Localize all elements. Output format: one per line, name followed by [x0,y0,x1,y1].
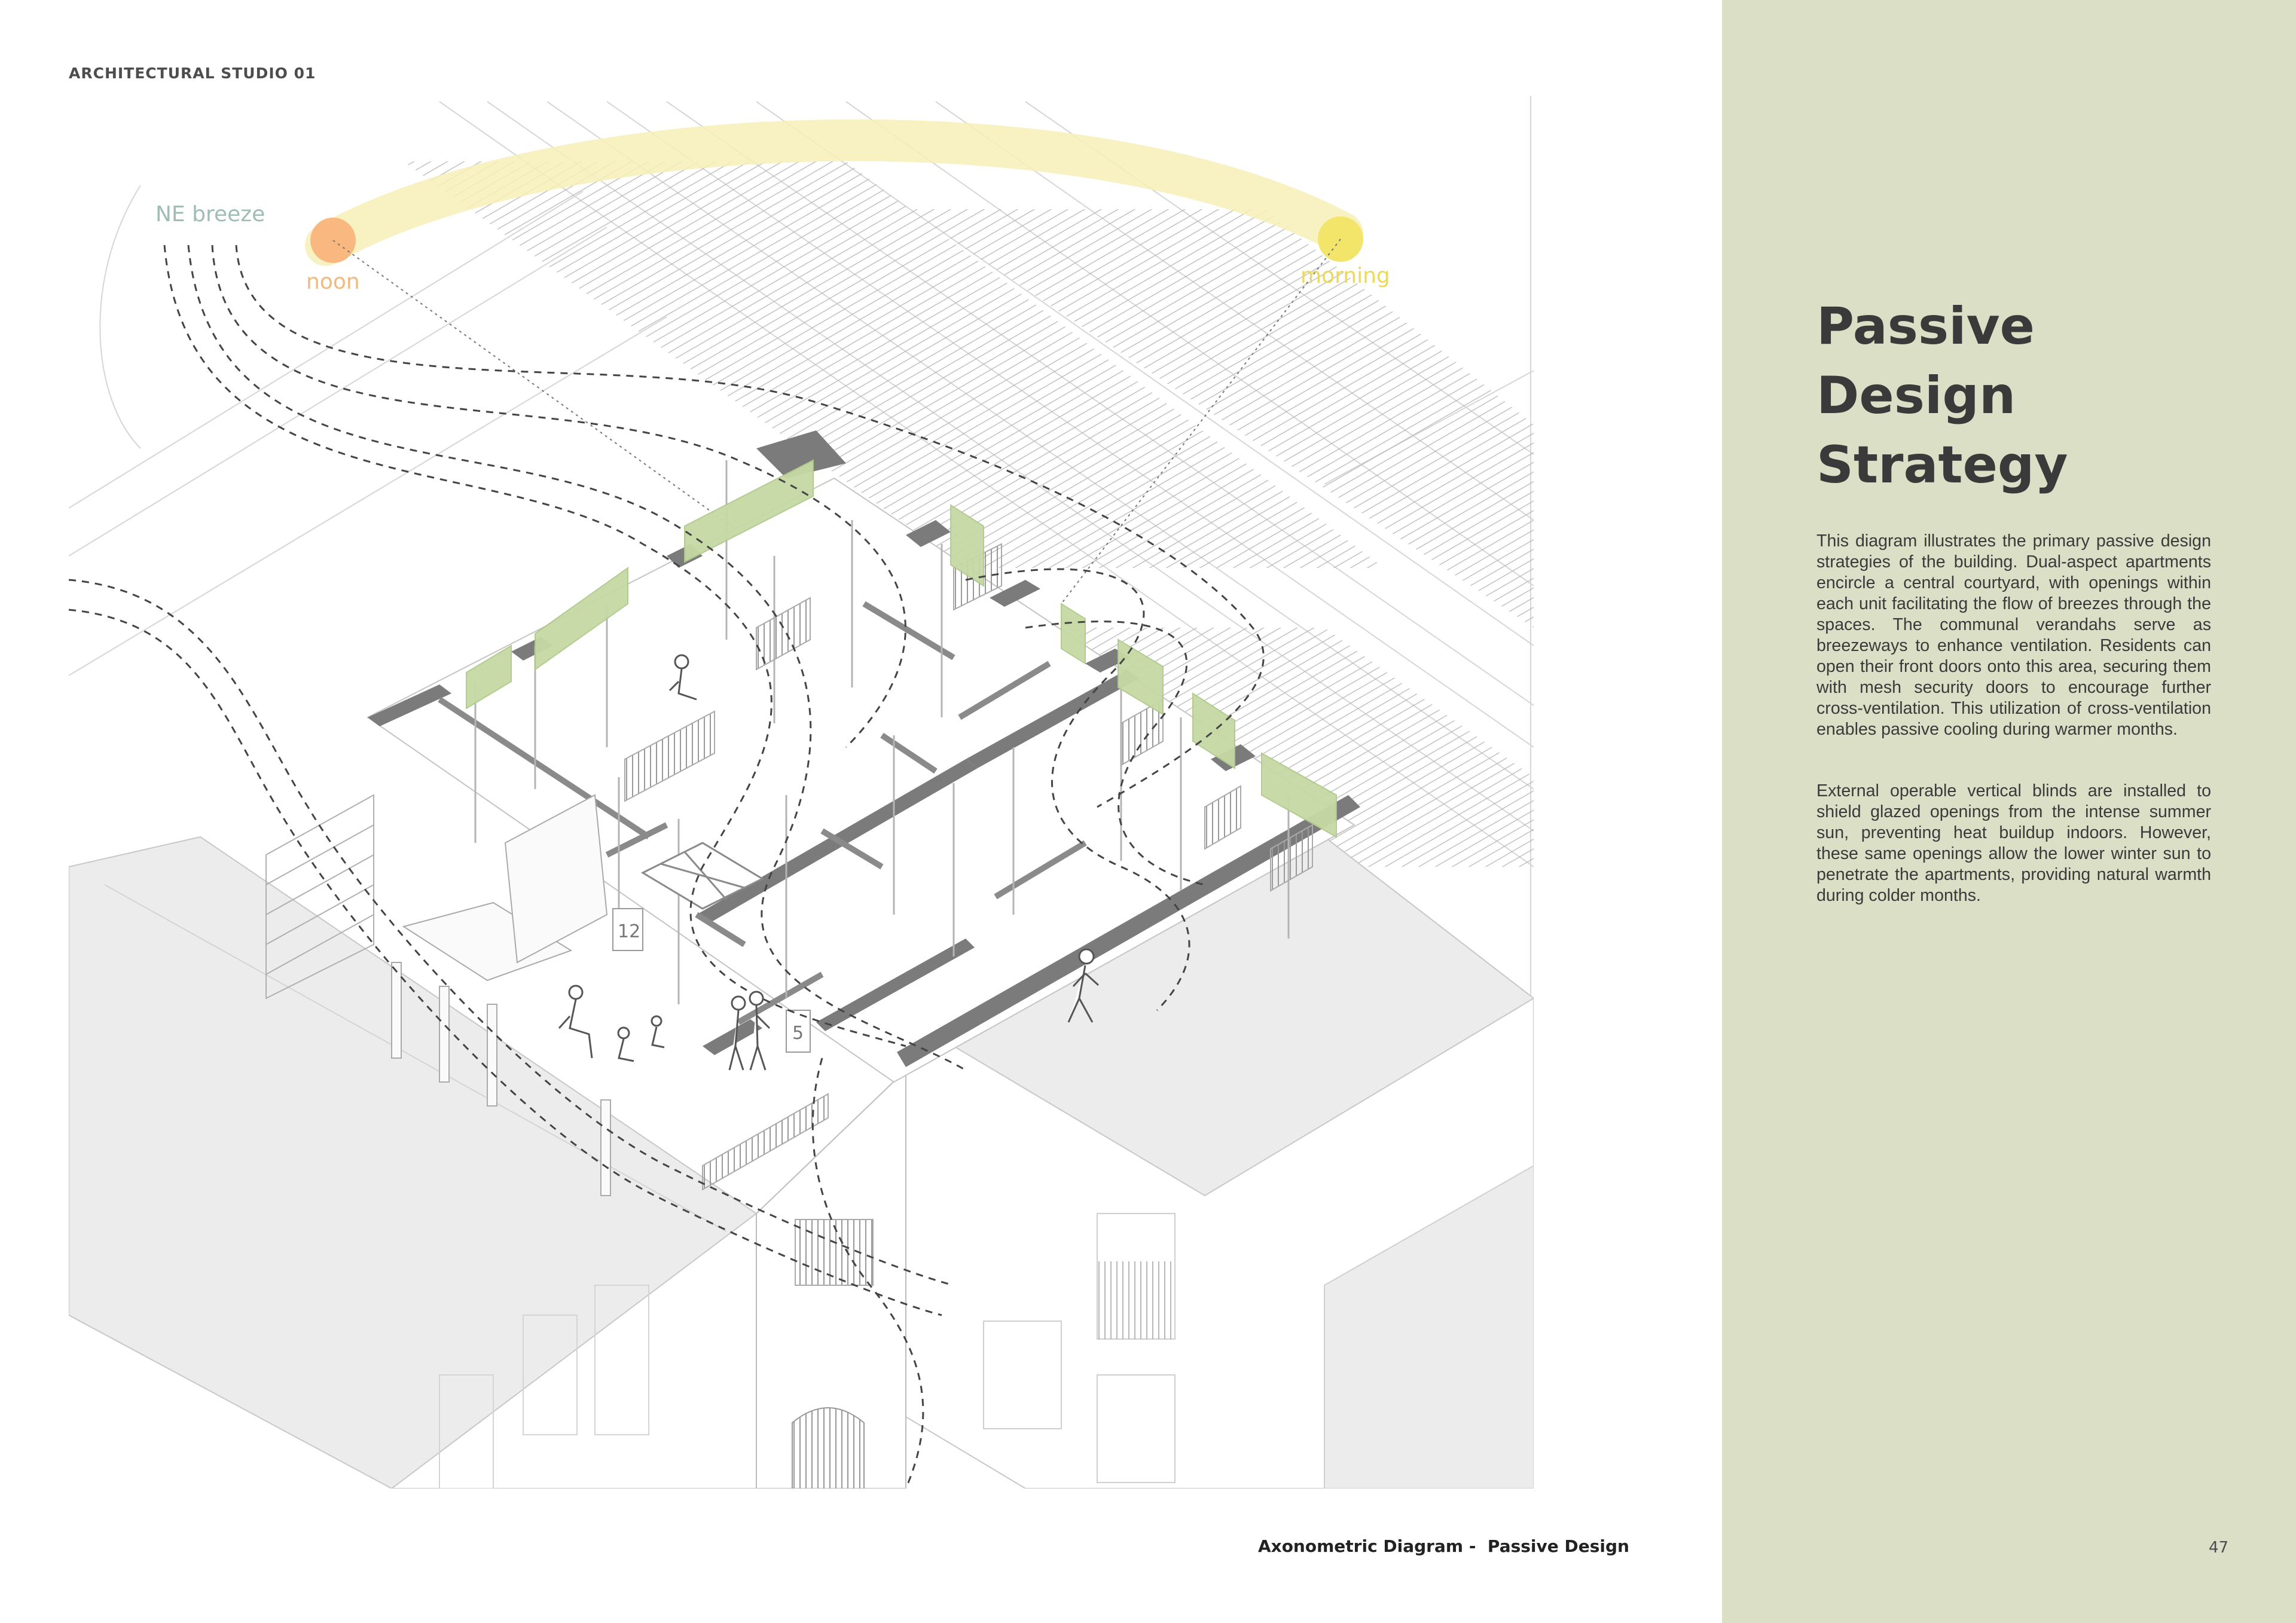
noon-label: noon [306,270,360,294]
panel-title [1816,292,2235,500]
morning-label: morning [1300,264,1390,288]
breeze-label: NE breeze [155,202,265,227]
unit-number-5: 5 [792,1023,804,1044]
panel-title-line: Passive [1816,297,2035,356]
studio-label: ARCHITECTURAL STUDIO 01 [69,65,316,82]
unit-number-12: 12 [618,921,641,942]
axonometric-diagram [69,90,1534,1488]
page-number: 47 [2209,1539,2229,1557]
panel-title-line: Strategy [1816,435,2068,495]
description-paragraph: External operable vertical blinds are installed to shield glazed openings from the intense summer sun, preventing heat buildup indoors. However, these same openings allow the lower winter sun to penetrate the apartments, providing natural warmth during colder months. [1816,781,2211,905]
figure-caption: Axonometric Diagram - Passive Design [1257,1536,1629,1556]
neighbor-building-left [69,837,756,1488]
panel-title-line: Design [1816,366,2016,426]
description-paragraph: This diagram illustrates the primary passive design strategies of the building. Dual-aspect apartments encircle a central courtyard, with openings within each unit facilitating the flow of breezes through the spaces. The communal verandahs serve as breezeways to enhance ventilation. Residents can open their front doors onto this area, securing them with mesh security doors to encourage further cross-ventilation. This utilization of cross-ventilation enables passive cooling during warmer months. [1816,531,2211,739]
